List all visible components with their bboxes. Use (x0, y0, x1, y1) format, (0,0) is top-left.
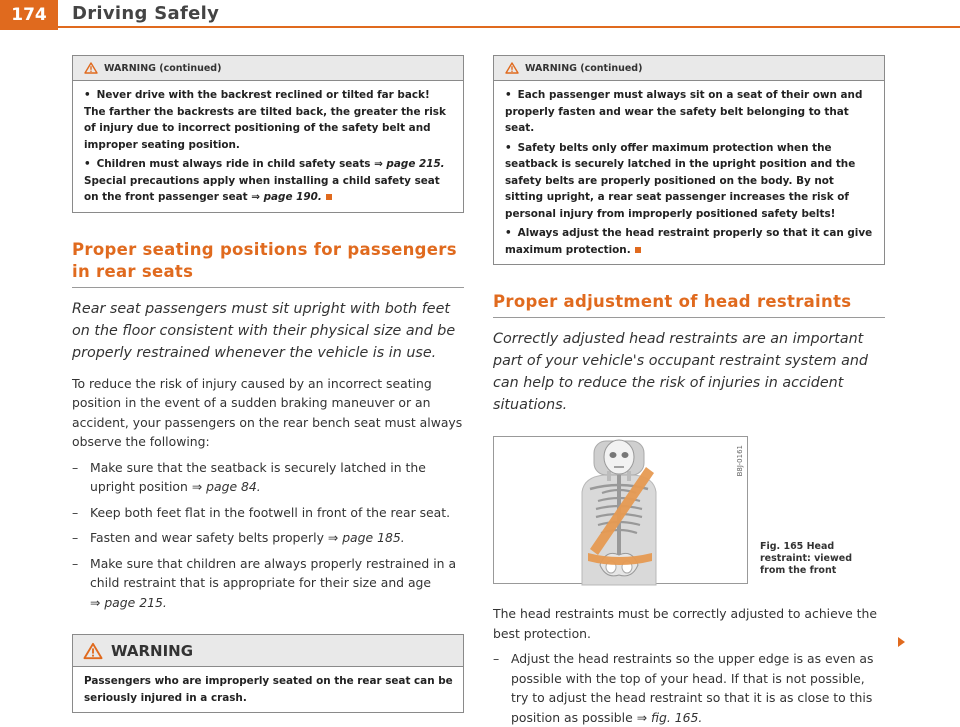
bullet: • (505, 227, 512, 239)
bullet: • (84, 158, 91, 170)
list-item (493, 649, 885, 727)
warning-text: Passengers who are improperly seated on the rear seat can be seriously injured in a crash. (84, 675, 453, 704)
warning-item (84, 156, 453, 206)
figure-caption: Fig. 165 Head restraint: viewed from the front (760, 541, 852, 576)
warning-triangle-icon (83, 642, 103, 660)
dash: – (493, 651, 500, 666)
instruction-list (72, 458, 464, 613)
end-of-section-marker (326, 194, 332, 200)
page-reference-link[interactable]: ⇒ page 215. (90, 594, 167, 610)
warning-box (72, 634, 464, 713)
continue-arrow-icon (898, 637, 905, 647)
section-title: Driving Safely (72, 3, 220, 24)
dash: – (72, 504, 79, 520)
warning-item-text: Each passenger must always sit on a seat of their own and properly fasten and wear the safety belt belonging to that seat. (505, 89, 863, 134)
heading-rule (493, 317, 885, 318)
warning-header (73, 635, 463, 667)
intro-paragraph: To reduce the risk of injury caused by an incorrect seating position in the event of a sudden braking maneuver or an accident, your passengers on the rear bench seat must always observe the following: (72, 375, 463, 449)
header-rule (58, 26, 960, 28)
list-item-text: Fasten and wear safety belts properly (90, 530, 324, 545)
warning-item-text: Never drive with the backrest reclined or tilted far back! The farther the backrests are tilted back, the greater the risk of injury due to incorrect positioning of the safety belt and improper seating position. (84, 89, 446, 151)
figure-reference-link[interactable]: ⇒ fig. 165. (636, 709, 703, 725)
section-heading: Proper seating positions for passengers in rear seats (72, 239, 457, 281)
warning-item (505, 225, 874, 258)
list-item (72, 458, 464, 497)
list-item (72, 503, 464, 523)
warning-continued-box-right (493, 55, 885, 265)
warning-item-text: Safety belts only offer maximum protection when the seatback is securely latched in the upright position and the safety belts are properly positioned on the body. By not sitting upright, a rear seat passenger increases the risk of personal injury from improperly positioned safety belts! (505, 141, 856, 220)
warning-body (494, 81, 884, 264)
list-item (72, 528, 464, 548)
warning-header (73, 56, 463, 81)
warning-item-text: Children must always ride in child safety seats (96, 158, 371, 170)
right-column (493, 55, 885, 727)
warning-triangle-icon (84, 62, 98, 74)
warning-label: WARNING (continued) (525, 62, 643, 74)
heading-rule (72, 287, 464, 288)
warning-body (73, 667, 463, 712)
skeleton-head-restraint-illustration (494, 437, 749, 585)
list-item-text: Keep both feet flat in the footwell in front of the rear seat. (90, 504, 451, 520)
section-heading: Proper adjustment of head restraints (493, 292, 852, 311)
list-item-text: Adjust the head restraints so the upper edge is as even as possible with the top of your head. If that is not possible, try to adjust the head restraint so that it is as close to this position as possible (511, 651, 874, 725)
page-reference-link[interactable]: ⇒ page 185. (327, 530, 405, 545)
bullet: • (505, 89, 512, 101)
lead-paragraph: Correctly adjusted head restraints are an important part of your vehicle's occupant restraint system and can help to reduce the risk of injuries in accident situations. (493, 331, 868, 413)
page-reference-link[interactable]: ⇒ page 190. (251, 191, 322, 203)
bullet: • (505, 141, 512, 154)
bullet: • (84, 89, 91, 101)
instruction-list (493, 649, 885, 727)
warning-triangle-icon (505, 62, 519, 74)
lead-paragraph: Rear seat passengers must sit upright with both feet on the floor consistent with their physical size and be properly restrained whenever the vehicle is in use. (72, 300, 456, 361)
warning-body (73, 81, 463, 212)
page-number: 174 (0, 0, 58, 30)
dash: – (72, 530, 79, 545)
figure (493, 436, 885, 584)
warning-label: WARNING (continued) (104, 62, 222, 74)
warning-label: WARNING (111, 641, 194, 660)
list-item (72, 554, 464, 613)
warning-item-text: Special precautions apply when installing a child safety seat on the front passenger seat (84, 174, 440, 203)
list-item-text: Make sure that children are always properly restrained in a child restraint that is appropriate for their size and age (90, 555, 457, 590)
warning-header (494, 56, 884, 81)
body-paragraph: The head restraints must be correctly adjusted to achieve the best protection. (493, 606, 877, 641)
warning-item (505, 87, 874, 137)
warning-item-text: Always adjust the head restraint properly so that it can give maximum protection. (505, 227, 873, 256)
page-reference-link[interactable]: ⇒ page 84. (191, 479, 261, 494)
page-reference-link[interactable]: ⇒ page 215. (374, 158, 445, 170)
warning-item (84, 87, 453, 153)
dash: – (72, 459, 79, 475)
warning-item (505, 140, 874, 223)
dash: – (72, 555, 79, 571)
figure-code: B8J-0161 (736, 445, 744, 477)
end-of-section-marker (635, 247, 641, 253)
list-item-text: Make sure that the seatback is securely latched in the upright position (90, 459, 426, 494)
warning-continued-box-left (72, 55, 464, 213)
figure-image (493, 436, 748, 584)
left-column (72, 55, 464, 713)
